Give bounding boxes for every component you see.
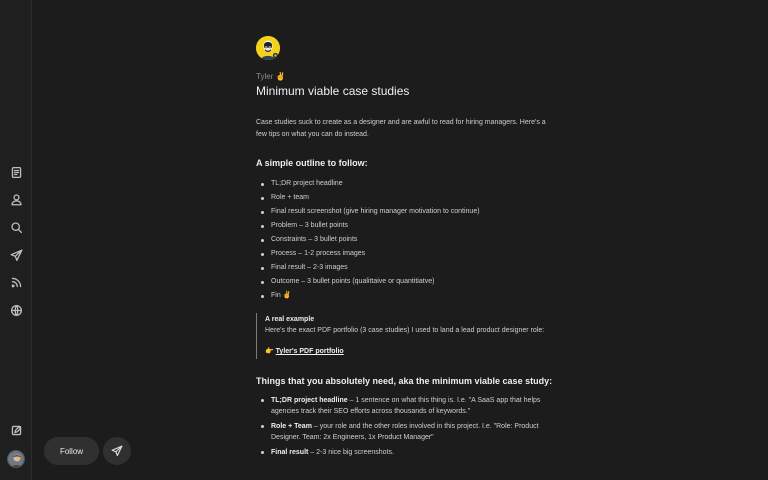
outline-list xyxy=(256,177,556,303)
search-icon[interactable] xyxy=(7,218,25,236)
share-button[interactable] xyxy=(103,437,131,465)
item-desc: – 2-3 nice big screenshots. xyxy=(308,449,394,456)
sidebar xyxy=(0,0,32,480)
list-item: Problem – 3 bullet points xyxy=(256,219,556,233)
callout-link-row xyxy=(265,347,556,357)
author-avatar[interactable] xyxy=(256,36,280,60)
list-item: Outcome – 3 bullet points (qualittaive or quantitiatve) xyxy=(256,275,556,289)
list-item: Final result – 2-3 images xyxy=(256,261,556,275)
follow-button[interactable]: Follow xyxy=(44,437,99,465)
notes-icon[interactable] xyxy=(7,163,25,181)
globe-icon[interactable] xyxy=(7,301,25,319)
send-icon[interactable] xyxy=(7,246,25,264)
item-desc: – 1 sentence on what this thing is. I.e. "A SaaS app that helps agencies track their SEO efforts across thousands of keywords." xyxy=(271,397,541,415)
list-item: Fin ✌️ xyxy=(256,289,556,303)
list-item xyxy=(256,395,556,417)
pointing-hand-icon: 👉 xyxy=(265,348,276,355)
list-item: Final result screenshot (give hiring manager motivation to continue) xyxy=(256,205,556,219)
portfolio-link[interactable]: Tyler's PDF portfolio xyxy=(275,348,344,355)
item-desc: – your role and the other roles involved in this project. I.e. "Role: Product Designer. Team: 2x Engineers, 1x Product Manager" xyxy=(271,423,539,441)
post-intro: Case studies suck to create as a designer and are awful to read for hiring managers. Here's a few tips on what you can do instead. xyxy=(256,119,546,138)
outline-heading: A simple outline to follow: xyxy=(256,158,368,168)
example-callout xyxy=(256,313,556,359)
list-item: TL;DR project headline xyxy=(256,177,556,191)
item-term: Final result xyxy=(271,449,309,456)
list-item: Process – 1-2 process images xyxy=(256,247,556,261)
list-item xyxy=(256,447,556,458)
list-item: Role + team xyxy=(256,191,556,205)
callout-text: Here's the exact PDF portfolio (3 case studies) I used to land a lead product designer role: xyxy=(265,327,545,334)
needs-heading: Things that you absolutely need, aka the minimum viable case study: xyxy=(256,376,553,386)
item-term: TL;DR project headline xyxy=(271,397,348,404)
rss-icon[interactable] xyxy=(7,273,25,291)
user-avatar[interactable] xyxy=(7,450,25,468)
post-content xyxy=(256,36,556,462)
author-name[interactable]: Tyler ✌️ xyxy=(256,72,286,81)
edit-icon[interactable] xyxy=(7,421,25,439)
needs-list xyxy=(256,395,556,458)
list-item xyxy=(256,421,556,443)
send-icon xyxy=(111,445,123,457)
profile-icon[interactable] xyxy=(7,190,25,208)
list-item: Constraints – 3 bullet points xyxy=(256,233,556,247)
item-term: Role + Team xyxy=(271,423,312,430)
callout-title: A real example xyxy=(265,316,315,323)
post-title: Minimum viable case studies xyxy=(256,84,410,98)
